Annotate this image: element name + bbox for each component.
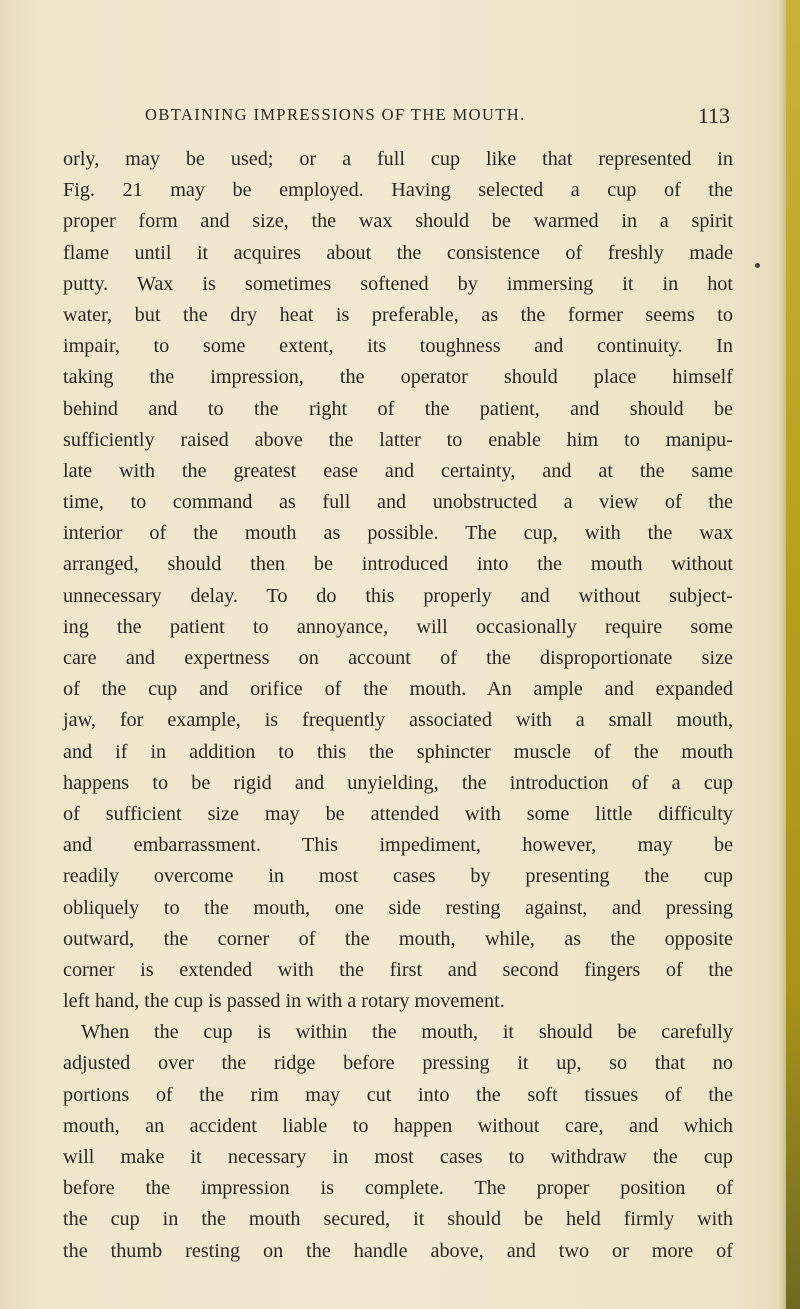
text-line: water, but the dry heat is preferable, as the former seems to [63,303,733,326]
text-line: proper form and size, the wax should be warmed in a spirit [63,210,733,233]
text-line: happens to be rigid and unyielding, the introduction of a cup [63,771,733,794]
text-line: the thumb resting on the handle above, and two or more of [63,1239,733,1262]
body-text [63,144,733,1267]
text-line: of the cup and orifice of the mouth. An ample and expanded [63,678,733,701]
text-line: care and expertness on account of the disproportionate size [63,647,733,669]
running-head [145,103,730,131]
page-number: 113 [697,103,730,128]
text-line: and embarrassment. This impediment, however, may be [63,834,733,857]
text-line: unnecessary delay. To do this properly and without subject- [63,584,733,607]
text-line: orly, may be used; or a full cup like that represented in [63,148,733,170]
text-line: the cup in the mouth secured, it should be held firmly with [63,1208,733,1231]
text-line: flame until it acquires about the consistence of freshly made [63,241,733,264]
text-line: portions of the rim may cut into the soft tissues of the [63,1083,733,1106]
text-line: obliquely to the mouth, one side resting against, and pressing [63,896,733,919]
text-line: before the impression is complete. The proper position of [63,1177,733,1200]
text-line: mouth, an accident liable to happen without care, and which [63,1114,733,1137]
text-line: sufficiently raised above the latter to enable him to manipu- [63,428,733,451]
text-line: Fig. 21 may be employed. Having selected a cup of the [63,179,733,202]
text-line: behind and to the right of the patient, and should be [63,397,733,420]
text-line: outward, the corner of the mouth, while, as the opposite [63,927,733,950]
text-line: late with the greatest ease and certainty, and at the same [63,459,733,482]
text-line: ing the patient to annoyance, will occasionally require some [63,615,733,638]
page-gutter-shadow [778,0,786,1309]
text-line: taking the impression, the operator should place himself [63,366,733,389]
paragraph-first-line: When the cup is within the mouth, it should be carefully [81,1021,733,1044]
text-line: of sufficient size may be attended with some little difficulty [63,802,733,825]
text-line: readily overcome in most cases by presenting the cup [63,865,733,888]
text-line: impair, to some extent, its toughness and continuity. In [63,335,733,358]
text-line: time, to command as full and unobstructed a view of the [63,491,733,514]
page-edge [786,0,800,1309]
running-head-title: OBTAINING IMPRESSIONS OF THE MOUTH. [145,105,526,124]
text-line: adjusted over the ridge before pressing it up, so that no [63,1052,733,1075]
text-line: arranged, should then be introduced into the mouth without [63,553,733,576]
text-line: left hand, the cup is passed in with a rotary movement. [63,990,505,1013]
text-line: jaw, for example, is frequently associated with a small mouth, [63,709,733,732]
text-line: and if in addition to this the sphincter muscle of the mouth [63,740,733,763]
text-line: interior of the mouth as possible. The cup, with the wax [63,522,733,545]
text-line: putty. Wax is sometimes softened by immersing it in hot [63,272,733,295]
ink-speck [755,263,760,268]
text-line: will make it necessary in most cases to withdraw the cup [63,1146,733,1168]
text-line: corner is extended with the first and second fingers of the [63,958,733,981]
